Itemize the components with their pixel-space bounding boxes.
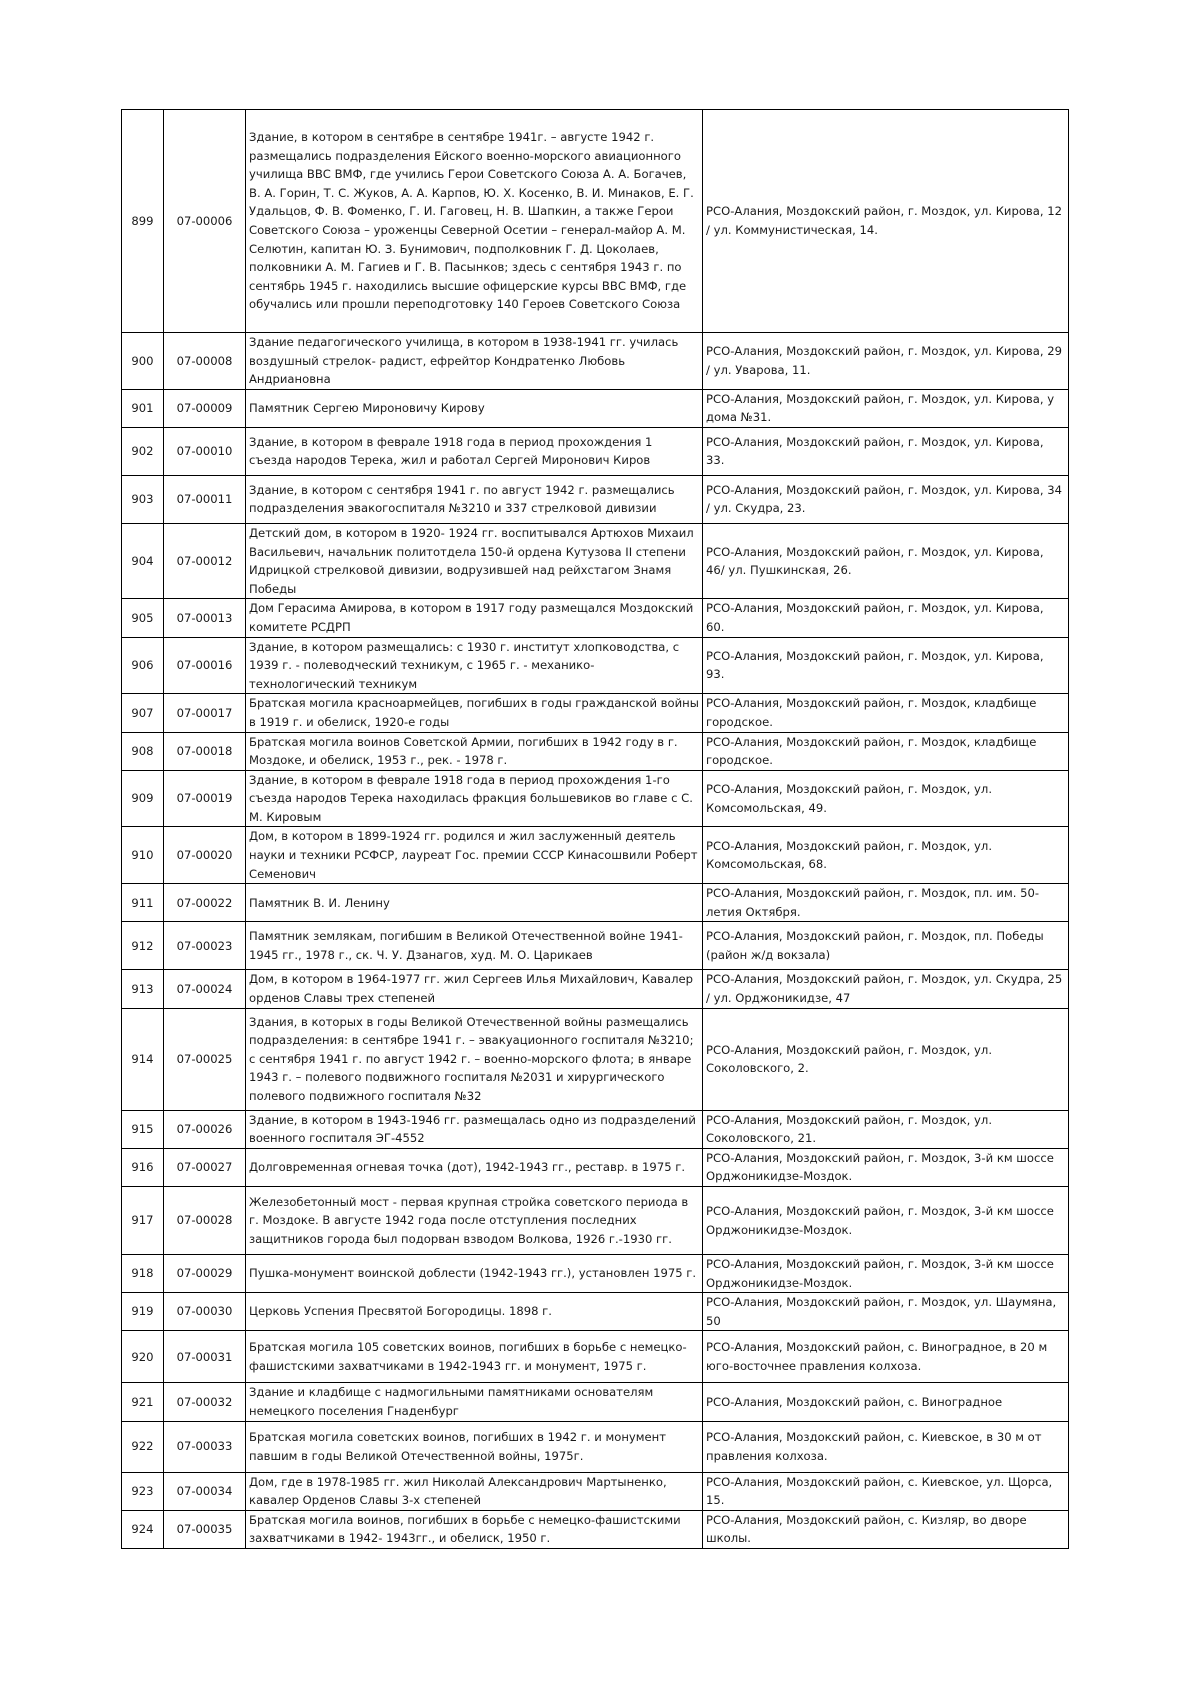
registry-code: 07-00024: [164, 970, 246, 1008]
row-number: 912: [122, 922, 164, 970]
object-address: РСО-Алания, Моздокский район, г. Моздок, пл. им. 50-летия Октября.: [703, 884, 1069, 922]
row-number: 918: [122, 1255, 164, 1293]
object-address: РСО-Алания, Моздокский район, г. Моздок, ул. Шаумяна, 50: [703, 1293, 1069, 1331]
object-address: РСО-Алания, Моздокский район, с. Киевское, в 30 м от правления колхоза.: [703, 1421, 1069, 1472]
row-number: 910: [122, 827, 164, 884]
object-name: Дом Герасима Амирова, в котором в 1917 году размещался Моздокский комитете РСДРП: [246, 599, 703, 637]
table-row: [122, 1383, 1069, 1421]
object-address: РСО-Алания, Моздокский район, г. Моздок, ул. Кирова, 33.: [703, 427, 1069, 475]
registry-code: 07-00006: [164, 110, 246, 333]
object-name: Долговременная огневая точка (дот), 1942-1943 гг., реставр. в 1975 г.: [246, 1148, 703, 1186]
row-number: 914: [122, 1008, 164, 1110]
object-name: Здание и кладбище с надмогильными памятниками основателям немецкого поселения Гнаденбург: [246, 1383, 703, 1421]
object-address: РСО-Алания, Моздокский район, с. Кизляр, во дворе школы.: [703, 1510, 1069, 1548]
object-name: Здание, в котором в сентябре в сентябре 1941г. – августе 1942 г. размещались подразделения Ейского военно-морского авиационного училища ВВС ВМФ, где учились Герои Советского Союза А. А. Богачев, В. А. Горин, Т. С. Жуков, А. А. Карпов, Ю. Х. Косенко, В. И. Минаков, Е. Г. Удальцов, Ф. В. Фоменко, Г. И. Гаговец, Н. В. Шапкин, а также Герои Советского Союза – уроженцы Северной Осетии – генерал-майор А. М. Селютин, капитан Ю. З. Бунимович, подполковник Г. Д. Цоколаев, полковники А. М. Гагиев и Г. В. Пасынков; здесь с сентября 1943 г. по сентябрь 1945 г. находились высшие офицерские курсы ВВС ВМФ, где обучались или прошли переподготовку 140 Героев Советского Союза: [246, 110, 703, 333]
registry-code: 07-00011: [164, 475, 246, 523]
row-number: 902: [122, 427, 164, 475]
object-name: Братская могила воинов, погибших в борьбе с немецко-фашистскими захватчиками в 1942- 1943гг., и обелиск, 1950 г.: [246, 1510, 703, 1548]
object-name: Братская могила советских воинов, погибших в 1942 г. и монумент павшим в годы Великой Отечественной войны, 1975г.: [246, 1421, 703, 1472]
registry-code: 07-00023: [164, 922, 246, 970]
row-number: 907: [122, 694, 164, 732]
object-name: Здание, в котором в феврале 1918 года в период прохождения 1 съезда народов Терека, жил и работал Сергей Миронович Киров: [246, 427, 703, 475]
row-number: 919: [122, 1293, 164, 1331]
row-number: 909: [122, 770, 164, 827]
table-row: [122, 1293, 1069, 1331]
object-address: РСО-Алания, Моздокский район, г. Моздок, ул. Кирова, 93.: [703, 637, 1069, 694]
object-address: РСО-Алания, Моздокский район, г. Моздок, пл. Победы (район ж/д вокзала): [703, 922, 1069, 970]
object-name: Дом, в котором в 1964-1977 гг. жил Сергеев Илья Михайлович, Кавалер орденов Славы трех степеней: [246, 970, 703, 1008]
object-name: Детский дом, в котором в 1920- 1924 гг. воспитывался Артюхов Михаил Васильевич, начальник политотдела 150-й ордена Кутузова II степени Идрицкой стрелковой дивизии, водрузившей над рейхстагом Знамя Победы: [246, 523, 703, 598]
registry-code: 07-00012: [164, 523, 246, 598]
registry-code: 07-00035: [164, 1510, 246, 1548]
table-row: [122, 475, 1069, 523]
table-row: [122, 1472, 1069, 1510]
object-name: Здание, в котором размещались: с 1930 г. институт хлопководства, с 1939 г. - полеводческий техникум, с 1965 г. - механико-технологический техникум: [246, 637, 703, 694]
table-row: [122, 1008, 1069, 1110]
table-row: [122, 1331, 1069, 1383]
table-row: [122, 1510, 1069, 1548]
row-number: 905: [122, 599, 164, 637]
row-number: 923: [122, 1472, 164, 1510]
object-address: РСО-Алания, Моздокский район, г. Моздок, ул. Кирова, 60.: [703, 599, 1069, 637]
registry-code: 07-00022: [164, 884, 246, 922]
object-name: Братская могила 105 советских воинов, погибших в борьбе с немецко-фашистскими захватчиками в 1942-1943 гг. и монумент, 1975 г.: [246, 1331, 703, 1383]
row-number: 911: [122, 884, 164, 922]
object-address: РСО-Алания, Моздокский район, г. Моздок, ул. Соколовского, 2.: [703, 1008, 1069, 1110]
table-row: [122, 523, 1069, 598]
table-row: [122, 389, 1069, 427]
object-address: РСО-Алания, Моздокский район, г. Моздок, ул. Кирова, 34 / ул. Скудра, 23.: [703, 475, 1069, 523]
object-address: РСО-Алания, Моздокский район, г. Моздок, кладбище городское.: [703, 732, 1069, 770]
object-name: Церковь Успения Пресвятой Богородицы. 1898 г.: [246, 1293, 703, 1331]
registry-code: 07-00020: [164, 827, 246, 884]
registry-code: 07-00029: [164, 1255, 246, 1293]
table-row: [122, 599, 1069, 637]
table-row: [122, 970, 1069, 1008]
table-row: [122, 922, 1069, 970]
object-address: РСО-Алания, Моздокский район, г. Моздок, ул. Кирова, 46/ ул. Пушкинская, 26.: [703, 523, 1069, 598]
row-number: 903: [122, 475, 164, 523]
table-row: [122, 827, 1069, 884]
object-address: РСО-Алания, Моздокский район, с. Киевское, ул. Щорса, 15.: [703, 1472, 1069, 1510]
row-number: 904: [122, 523, 164, 598]
object-address: РСО-Алания, Моздокский район, г. Моздок, ул. Скудра, 25 / ул. Орджоникидзе, 47: [703, 970, 1069, 1008]
object-address: РСО-Алания, Моздокский район, с. Виноградное: [703, 1383, 1069, 1421]
table-row: [122, 732, 1069, 770]
object-name: Дом, в котором в 1899-1924 гг. родился и жил заслуженный деятель науки и техники РСФСР, лауреат Гос. премии СССР Кинасошвили Роберт Семенович: [246, 827, 703, 884]
row-number: 913: [122, 970, 164, 1008]
object-address: РСО-Алания, Моздокский район, г. Моздок, ул. Комсомольская, 49.: [703, 770, 1069, 827]
object-address: РСО-Алания, Моздокский район, г. Моздок, 3-й км шоссе Орджоникидзе-Моздок.: [703, 1187, 1069, 1255]
heritage-register-table: [121, 109, 1069, 1549]
object-address: РСО-Алания, Моздокский район, г. Моздок, ул. Комсомольская, 68.: [703, 827, 1069, 884]
registry-code: 07-00009: [164, 389, 246, 427]
table-row: [122, 694, 1069, 732]
row-number: 908: [122, 732, 164, 770]
table-row: [122, 110, 1069, 333]
row-number: 924: [122, 1510, 164, 1548]
row-number: 901: [122, 389, 164, 427]
object-name: Здание, в котором в 1943-1946 гг. размещалась одно из подразделений военного госпиталя ЭГ-4552: [246, 1110, 703, 1148]
object-name: Здание педагогического училища, в котором в 1938-1941 гг. училась воздушный стрелок- радист, ефрейтор Кондратенко Любовь Андриановна: [246, 333, 703, 390]
row-number: 920: [122, 1331, 164, 1383]
object-name: Железобетонный мост - первая крупная стройка советского периода в г. Моздоке. В августе 1942 года после отступления последних защитников города был подорван взводом Волкова, 1926 г.-1930 гг.: [246, 1187, 703, 1255]
registry-code: 07-00030: [164, 1293, 246, 1331]
registry-code: 07-00033: [164, 1421, 246, 1472]
row-number: 916: [122, 1148, 164, 1186]
table-row: [122, 1148, 1069, 1186]
object-address: РСО-Алания, Моздокский район, г. Моздок, 3-й км шоссе Орджоникидзе-Моздок.: [703, 1148, 1069, 1186]
object-name: Здание, в котором в феврале 1918 года в период прохождения 1-го съезда народов Терека находилась фракция большевиков во главе с С. М. Кировым: [246, 770, 703, 827]
registry-code: 07-00027: [164, 1148, 246, 1186]
object-name: Здания, в которых в годы Великой Отечественной войны размещались подразделения: в сентябре 1941 г. – эвакуационного госпиталя №3210; с сентября 1941 г. по август 1942 г. – военно-морского флота; в январе 1943 г. – полевого подвижного госпиталя №2031 и хирургического полевого подвижного госпиталя №32: [246, 1008, 703, 1110]
row-number: 917: [122, 1187, 164, 1255]
registry-code: 07-00010: [164, 427, 246, 475]
registry-code: 07-00008: [164, 333, 246, 390]
row-number: 900: [122, 333, 164, 390]
object-address: РСО-Алания, Моздокский район, г. Моздок, ул. Кирова, 29 / ул. Уварова, 11.: [703, 333, 1069, 390]
row-number: 906: [122, 637, 164, 694]
registry-code: 07-00025: [164, 1008, 246, 1110]
table-row: [122, 884, 1069, 922]
row-number: 899: [122, 110, 164, 333]
table-row: [122, 1255, 1069, 1293]
registry-code: 07-00031: [164, 1331, 246, 1383]
registry-code: 07-00032: [164, 1383, 246, 1421]
table-row: [122, 333, 1069, 390]
object-address: РСО-Алания, Моздокский район, г. Моздок, ул. Кирова, у дома №31.: [703, 389, 1069, 427]
object-name: Памятник землякам, погибшим в Великой Отечественной войне 1941-1945 гг., 1978 г., ск. Ч. У. Дзанагов, худ. М. О. Царикаев: [246, 922, 703, 970]
registry-code: 07-00013: [164, 599, 246, 637]
object-name: Братская могила красноармейцев, погибших в годы гражданской войны в 1919 г. и обелиск, 1920-е годы: [246, 694, 703, 732]
row-number: 922: [122, 1421, 164, 1472]
register-body: [122, 110, 1069, 1549]
object-address: РСО-Алания, Моздокский район, г. Моздок, кладбище городское.: [703, 694, 1069, 732]
table-row: [122, 1110, 1069, 1148]
object-address: РСО-Алания, Моздокский район, г. Моздок, ул. Кирова, 12 / ул. Коммунистическая, 14.: [703, 110, 1069, 333]
object-name: Пушка-монумент воинской доблести (1942-1943 гг.), установлен 1975 г.: [246, 1255, 703, 1293]
registry-code: 07-00028: [164, 1187, 246, 1255]
table-row: [122, 637, 1069, 694]
table-row: [122, 1187, 1069, 1255]
registry-code: 07-00018: [164, 732, 246, 770]
registry-code: 07-00016: [164, 637, 246, 694]
object-name: Здание, в котором с сентября 1941 г. по август 1942 г. размещались подразделения эвакогоспиталя №3210 и 337 стрелковой дивизии: [246, 475, 703, 523]
object-name: Дом, где в 1978-1985 гг. жил Николай Александрович Мартыненко, кавалер Орденов Славы 3-х степеней: [246, 1472, 703, 1510]
row-number: 915: [122, 1110, 164, 1148]
registry-code: 07-00034: [164, 1472, 246, 1510]
registry-code: 07-00019: [164, 770, 246, 827]
object-address: РСО-Алания, Моздокский район, г. Моздок, ул. Соколовского, 21.: [703, 1110, 1069, 1148]
object-name: Памятник Сергею Мироновичу Кирову: [246, 389, 703, 427]
object-address: РСО-Алания, Моздокский район, г. Моздок, 3-й км шоссе Орджоникидзе-Моздок.: [703, 1255, 1069, 1293]
registry-code: 07-00017: [164, 694, 246, 732]
table-row: [122, 427, 1069, 475]
table-row: [122, 770, 1069, 827]
object-name: Братская могила воинов Советской Армии, погибших в 1942 году в г. Моздоке, и обелиск, 1953 г., рек. - 1978 г.: [246, 732, 703, 770]
row-number: 921: [122, 1383, 164, 1421]
object-name: Памятник В. И. Ленину: [246, 884, 703, 922]
object-address: РСО-Алания, Моздокский район, с. Виноградное, в 20 м юго-восточнее правления колхоза.: [703, 1331, 1069, 1383]
registry-code: 07-00026: [164, 1110, 246, 1148]
table-row: [122, 1421, 1069, 1472]
